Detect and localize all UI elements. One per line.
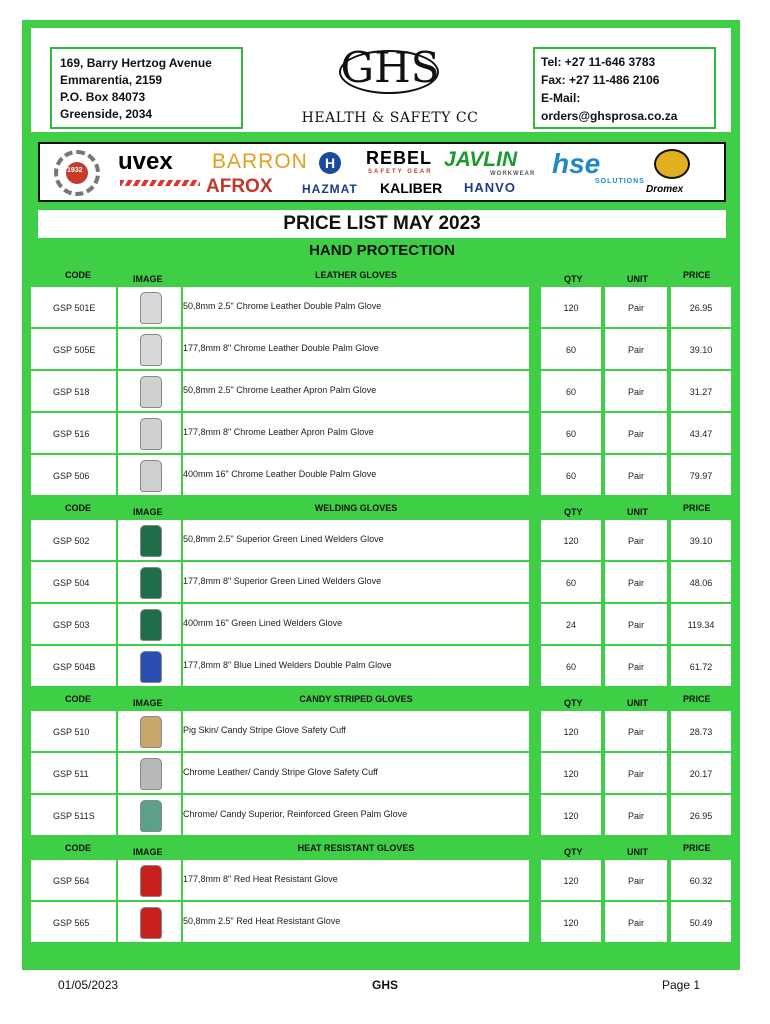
glove-image-icon <box>140 334 162 366</box>
contact-line: E-Mail: <box>541 91 581 105</box>
glove-image-icon <box>140 716 162 748</box>
cell-desc <box>183 604 529 644</box>
cell-unit <box>605 287 667 327</box>
cell-qty <box>541 711 601 751</box>
cell-qty <box>541 329 601 369</box>
logo-text: GHS <box>340 43 440 92</box>
column-header: PRICE <box>683 270 711 280</box>
glove-image-icon <box>140 651 162 683</box>
row-unit: Pair <box>627 345 644 355</box>
table-row <box>31 753 731 793</box>
row-price: 50.49 <box>689 918 713 928</box>
contact-box <box>533 47 716 129</box>
table-row <box>31 329 731 369</box>
cell-image <box>118 902 181 942</box>
cell-unit <box>605 902 667 942</box>
cell-desc <box>183 562 529 602</box>
cell-qty <box>541 753 601 793</box>
column-header: PRICE <box>683 503 711 513</box>
table-header-row <box>31 264 731 286</box>
brand-strip <box>38 142 726 202</box>
brand-uvex: uvex <box>118 148 173 175</box>
table-row <box>31 646 731 686</box>
cell-code <box>31 413 116 453</box>
glove-image-icon <box>140 567 162 599</box>
cell-code <box>31 795 116 835</box>
cell-price <box>671 287 731 327</box>
row-qty: 120 <box>563 536 579 546</box>
row-price: 61.72 <box>689 662 713 672</box>
cell-code <box>31 287 116 327</box>
brand-dromex: Dromex <box>646 184 684 195</box>
cell-image <box>118 795 181 835</box>
row-qty: 120 <box>563 303 579 313</box>
row-code: GSP 510 <box>53 727 90 737</box>
uvex-stripes-icon <box>120 180 200 186</box>
table-row <box>31 902 731 942</box>
safety-seal-icon <box>54 150 100 196</box>
table-row <box>31 711 731 751</box>
table-row <box>31 371 731 411</box>
row-price: 31.27 <box>689 387 713 397</box>
cell-desc <box>183 646 529 686</box>
column-header: UNIT <box>627 274 648 284</box>
cell-price <box>671 753 731 793</box>
column-header: IMAGE <box>133 274 163 284</box>
brand-hse: hse <box>552 148 601 179</box>
cell-image <box>118 860 181 900</box>
product-description: Chrome/ Candy Superior, Reinforced Green Palm Glove <box>183 809 408 819</box>
cell-image <box>118 562 181 602</box>
row-unit: Pair <box>627 387 644 397</box>
cell-qty <box>541 860 601 900</box>
cell-qty <box>541 562 601 602</box>
brand-javlin-sub: WORKWEAR <box>490 171 536 177</box>
column-header: IMAGE <box>133 698 163 708</box>
column-header: QTY <box>564 698 583 708</box>
glove-image-icon <box>140 418 162 450</box>
cell-price <box>671 371 731 411</box>
row-price: 48.06 <box>689 578 713 588</box>
cell-price <box>671 455 731 495</box>
cell-qty <box>541 604 601 644</box>
table-row <box>31 455 731 495</box>
row-unit: Pair <box>627 918 644 928</box>
address-line: P.O. Box 84073 <box>60 90 146 104</box>
column-header: QTY <box>564 507 583 517</box>
row-qty: 120 <box>563 769 579 779</box>
cell-price <box>671 860 731 900</box>
glove-image-icon <box>140 865 162 897</box>
footer-date: 01/05/2023 <box>58 978 119 992</box>
cell-unit <box>605 520 667 560</box>
row-unit: Pair <box>627 429 644 439</box>
cell-desc <box>183 287 529 327</box>
column-header: CODE <box>65 270 92 280</box>
table-row <box>31 287 731 327</box>
company-logo <box>300 44 480 126</box>
row-price: 119.34 <box>687 620 715 630</box>
row-qty: 60 <box>565 662 576 672</box>
address-line: Greenside, 2034 <box>60 107 153 121</box>
row-price: 43.47 <box>689 429 713 439</box>
brand-rebel-sub: SAFETY GEAR <box>368 169 433 175</box>
cell-price <box>671 520 731 560</box>
glove-image-icon <box>140 800 162 832</box>
row-unit: Pair <box>627 303 644 313</box>
group-heading: WELDING GLOVES <box>314 503 398 513</box>
row-price: 20.17 <box>689 769 713 779</box>
glove-image-icon <box>140 460 162 492</box>
cell-image <box>118 413 181 453</box>
cell-price <box>671 604 731 644</box>
column-header: CODE <box>65 503 92 513</box>
row-unit: Pair <box>627 620 644 630</box>
row-unit: Pair <box>627 662 644 672</box>
cell-desc <box>183 902 529 942</box>
cell-qty <box>541 520 601 560</box>
brand-kaliber: KALIBER <box>380 180 443 196</box>
row-price: 60.32 <box>689 876 713 886</box>
cell-price <box>671 562 731 602</box>
column-header: UNIT <box>627 847 648 857</box>
glove-image-icon <box>140 907 162 939</box>
cell-desc <box>183 795 529 835</box>
cell-code <box>31 604 116 644</box>
cell-code <box>31 711 116 751</box>
dromex-helmet-icon <box>654 149 690 179</box>
cell-price <box>671 646 731 686</box>
cell-unit <box>605 329 667 369</box>
row-price: 39.10 <box>689 345 713 355</box>
row-code: GSP 505E <box>53 345 96 355</box>
cell-desc <box>183 520 529 560</box>
brand-hazmat: HAZMAT <box>302 182 358 196</box>
row-qty: 24 <box>565 620 576 630</box>
cell-unit <box>605 860 667 900</box>
row-unit: Pair <box>627 876 644 886</box>
cell-desc <box>183 329 529 369</box>
row-qty: 120 <box>563 876 579 886</box>
row-qty: 60 <box>565 345 576 355</box>
brand-afrox: AFROX <box>206 176 273 197</box>
row-code: GSP 518 <box>53 387 90 397</box>
logo-ring <box>339 50 439 94</box>
cell-qty <box>541 455 601 495</box>
row-qty: 60 <box>565 387 576 397</box>
cell-desc <box>183 371 529 411</box>
table-row <box>31 562 731 602</box>
row-qty: 60 <box>565 429 576 439</box>
cell-unit <box>605 562 667 602</box>
footer-page: Page 1 <box>662 978 701 992</box>
row-code: GSP 501E <box>53 303 96 313</box>
cell-code <box>31 860 116 900</box>
product-description: 50,8mm 2.5" Chrome Leather Apron Palm Glove <box>183 385 377 395</box>
table-header-row <box>31 497 731 519</box>
cell-unit <box>605 646 667 686</box>
product-description: 177,8mm 8" Blue Lined Welders Double Palm Glove <box>183 660 392 670</box>
column-header: PRICE <box>683 694 711 704</box>
row-qty: 60 <box>565 578 576 588</box>
cell-code <box>31 646 116 686</box>
address-line: 169, Barry Hertzog Avenue <box>60 56 212 70</box>
cell-code <box>31 371 116 411</box>
cell-unit <box>605 711 667 751</box>
glove-image-icon <box>140 758 162 790</box>
row-code: GSP 504B <box>53 662 96 672</box>
row-unit: Pair <box>627 471 644 481</box>
product-description: 50,8mm 2.5" Red Heat Resistant Glove <box>183 916 341 926</box>
table-row <box>31 413 731 453</box>
brand-barron: BARRON <box>212 150 308 173</box>
product-description: Chrome Leather/ Candy Stripe Glove Safety Cuff <box>183 767 378 777</box>
row-code: GSP 564 <box>53 876 90 886</box>
product-description: 177,8mm 8" Chrome Leather Double Palm Glove <box>183 343 379 353</box>
cell-image <box>118 287 181 327</box>
row-code: GSP 565 <box>53 918 90 928</box>
column-header: QTY <box>564 847 583 857</box>
glove-image-icon <box>140 609 162 641</box>
product-description: Pig Skin/ Candy Stripe Glove Safety Cuff <box>183 725 346 735</box>
cell-unit <box>605 795 667 835</box>
product-description: 177,8mm 8" Chrome Leather Apron Palm Glove <box>183 427 374 437</box>
cell-code <box>31 520 116 560</box>
glove-image-icon <box>140 292 162 324</box>
section-title: HAND PROTECTION <box>309 242 455 259</box>
column-header: UNIT <box>627 507 648 517</box>
table-header-row <box>31 837 731 859</box>
column-header: QTY <box>564 274 583 284</box>
table-row <box>31 795 731 835</box>
cell-unit <box>605 604 667 644</box>
cell-qty <box>541 287 601 327</box>
cell-desc <box>183 413 529 453</box>
page-title: PRICE LIST MAY 2023 <box>38 210 726 238</box>
row-code: GSP 502 <box>53 536 90 546</box>
cell-code <box>31 753 116 793</box>
row-qty: 60 <box>565 471 576 481</box>
row-price: 39.10 <box>689 536 713 546</box>
cell-desc <box>183 753 529 793</box>
row-qty: 120 <box>563 727 579 737</box>
address-box <box>50 47 243 129</box>
cell-code <box>31 902 116 942</box>
cell-unit <box>605 413 667 453</box>
cell-qty <box>541 413 601 453</box>
seal-year: 1932 <box>67 167 83 174</box>
row-code: GSP 506 <box>53 471 90 481</box>
column-header: CODE <box>65 694 92 704</box>
brand-rebel: REBEL <box>366 148 433 168</box>
cell-code <box>31 455 116 495</box>
product-description: 50,8mm 2.5" Superior Green Lined Welders Glove <box>183 534 384 544</box>
column-header: IMAGE <box>133 507 163 517</box>
cell-price <box>671 902 731 942</box>
cell-image <box>118 711 181 751</box>
cell-qty <box>541 902 601 942</box>
cell-code <box>31 329 116 369</box>
cell-price <box>671 795 731 835</box>
glove-image-icon <box>140 525 162 557</box>
table-header-row <box>31 688 731 710</box>
table-row <box>31 520 731 560</box>
column-header: CODE <box>65 843 92 853</box>
cell-price <box>671 413 731 453</box>
product-description: 50,8mm 2.5" Chrome Leather Double Palm Glove <box>183 301 382 311</box>
contact-email[interactable]: orders@ghsprosa.co.za <box>541 109 678 123</box>
group-heading: CANDY STRIPED GLOVES <box>299 694 413 704</box>
product-description: 177,8mm 8" Superior Green Lined Welders Glove <box>183 576 382 586</box>
address-line: Emmarentia, 2159 <box>60 73 163 87</box>
group-heading: LEATHER GLOVES <box>315 270 397 280</box>
column-header: IMAGE <box>133 847 163 857</box>
row-qty: 120 <box>563 811 579 821</box>
cell-image <box>118 371 181 411</box>
row-unit: Pair <box>627 578 644 588</box>
row-qty: 120 <box>563 918 579 928</box>
cell-price <box>671 329 731 369</box>
cell-qty <box>541 795 601 835</box>
product-description: 177,8mm 8" Red Heat Resistant Glove <box>183 874 338 884</box>
row-code: GSP 516 <box>53 429 90 439</box>
footer-center: GHS <box>372 978 399 992</box>
column-header: UNIT <box>627 698 648 708</box>
brand-hse-sub: SOLUTIONS <box>595 178 645 185</box>
cell-image <box>118 520 181 560</box>
row-unit: Pair <box>627 811 644 821</box>
table-row <box>31 860 731 900</box>
brand-hanvo: HANVO <box>464 180 516 195</box>
contact-line: Fax: +27 11-486 2106 <box>541 73 660 87</box>
row-price: 26.95 <box>689 303 713 313</box>
cell-image <box>118 604 181 644</box>
cell-price <box>671 711 731 751</box>
row-price: 26.95 <box>689 811 713 821</box>
row-price: 28.73 <box>689 727 713 737</box>
row-unit: Pair <box>627 536 644 546</box>
row-code: GSP 503 <box>53 620 90 630</box>
row-price: 79.97 <box>689 471 713 481</box>
cell-unit <box>605 753 667 793</box>
row-code: GSP 511 <box>53 769 89 779</box>
table-row <box>31 604 731 644</box>
cell-qty <box>541 646 601 686</box>
cell-unit <box>605 371 667 411</box>
h-logo-icon: H <box>319 152 341 174</box>
cell-desc <box>183 860 529 900</box>
cell-desc <box>183 711 529 751</box>
contact-line: Tel: +27 11-646 3783 <box>541 55 656 69</box>
logo-subtitle: HEALTH & SAFETY CC <box>301 110 479 126</box>
cell-desc <box>183 455 529 495</box>
cell-image <box>118 753 181 793</box>
row-code: GSP 504 <box>53 578 90 588</box>
cell-image <box>118 329 181 369</box>
product-description: 400mm 16" Green Lined Welders Glove <box>183 618 343 628</box>
cell-image <box>118 455 181 495</box>
cell-code <box>31 562 116 602</box>
brand-javlin: JAVLIN <box>444 148 518 171</box>
row-unit: Pair <box>627 769 644 779</box>
cell-unit <box>605 455 667 495</box>
cell-qty <box>541 371 601 411</box>
row-unit: Pair <box>627 727 644 737</box>
glove-image-icon <box>140 376 162 408</box>
group-heading: HEAT RESISTANT GLOVES <box>297 843 415 853</box>
product-description: 400mm 16" Chrome Leather Double Palm Glove <box>183 469 377 479</box>
row-code: GSP 511S <box>53 811 95 821</box>
column-header: PRICE <box>683 843 711 853</box>
cell-image <box>118 646 181 686</box>
